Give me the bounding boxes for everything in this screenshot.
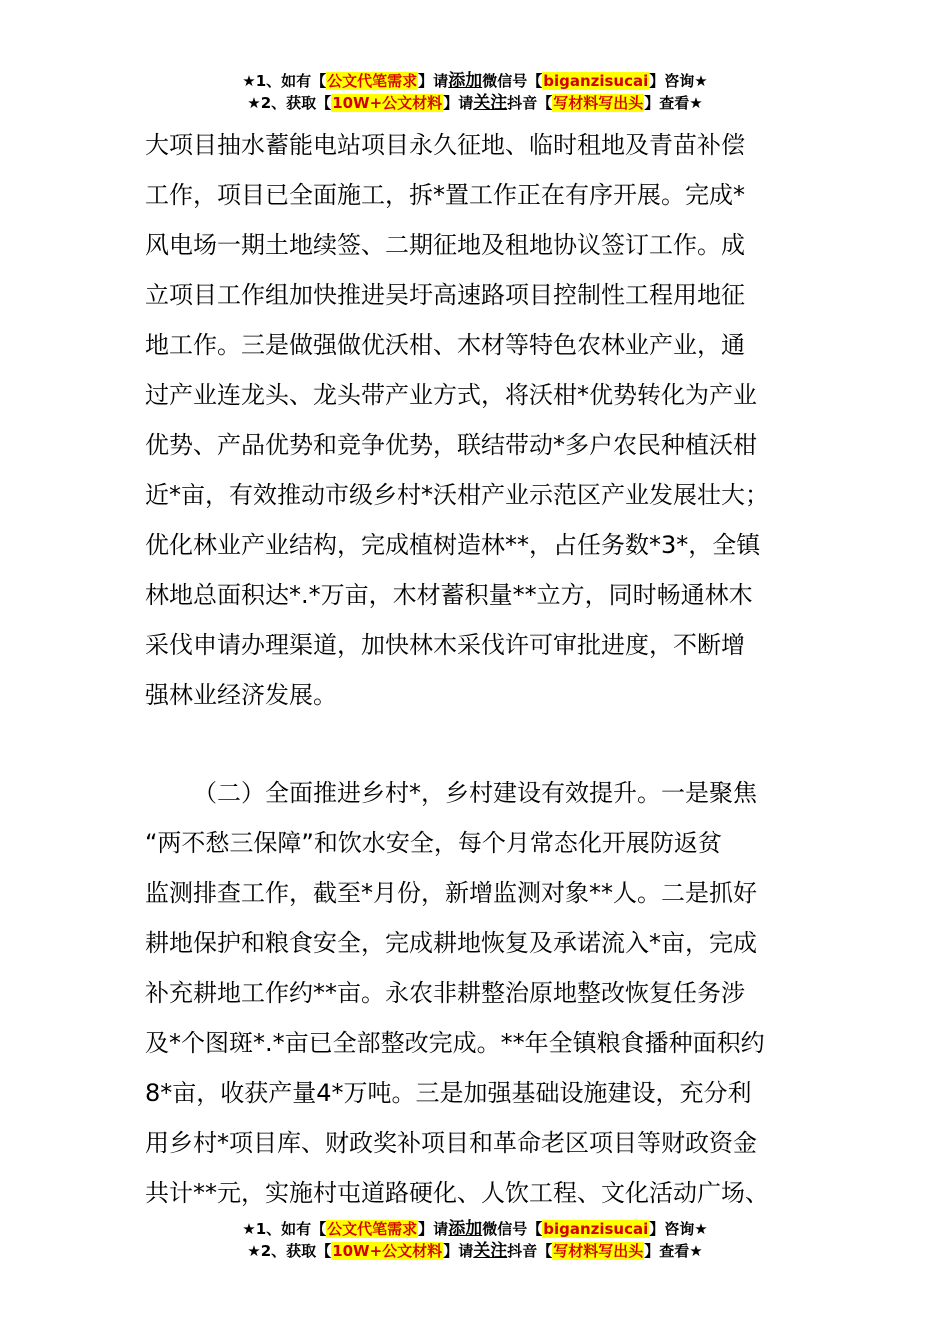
- promo-text: ★1、如有【: [242, 72, 327, 90]
- text-line: 过产业连龙头、龙头带产业方式，将沃柑*优势转化为产业: [145, 381, 757, 409]
- promo-text: ★2、获取【: [247, 94, 332, 112]
- promo-highlight: 10W+公文材料: [332, 1242, 443, 1260]
- text-line: 林地总面积达*.*万亩，木材蓄积量**立方，同时畅通林木: [145, 581, 753, 609]
- text-line: 优化林业产业结构，完成植树造林**，占任务数*3*，全镇: [145, 531, 761, 559]
- body-paragraph-1: [145, 120, 835, 720]
- text-line: 及*个图斑*.*亩已全部整改完成。**年全镇粮食播种面积约: [145, 1029, 765, 1057]
- body-paragraph-2: [145, 768, 835, 1218]
- promo-highlight: 10W+公文材料: [332, 94, 443, 112]
- text-line: 共计**元，实施村屯道路硬化、人饮工程、文化活动广场、: [145, 1179, 769, 1207]
- promo-text: 微信号【: [482, 72, 543, 90]
- text-line: 风电场一期土地续签、二期征地及租地协议签订工作。成: [145, 231, 745, 259]
- promo-line-1: [0, 70, 950, 92]
- promo-banner-top: [0, 70, 950, 114]
- promo-text: 抖音【: [507, 94, 553, 112]
- promo-text: 】咨询★: [649, 72, 708, 90]
- text-line: 补充耕地工作约**亩。永农非耕整治原地整改恢复任务涉: [145, 979, 745, 1007]
- promo-emphasis: 关注: [473, 1241, 508, 1261]
- text-line: 采伐申请办理渠道，加快林木采伐许可审批进度，不断增: [145, 631, 745, 659]
- promo-text: 】请: [443, 1242, 474, 1260]
- promo-text: ★1、如有【: [242, 1220, 327, 1238]
- text-line: 立项目工作组加快推进吴圩高速路项目控制性工程用地征: [145, 281, 745, 309]
- text-line: 近*亩，有效推动市级乡村*沃柑产业示范区产业发展壮大；: [145, 481, 769, 509]
- text-line: 用乡村*项目库、财政奖补项目和革命老区项目等财政资金: [145, 1129, 757, 1157]
- promo-highlight: 公文代笔需求: [327, 72, 418, 90]
- promo-text: 】咨询★: [649, 1220, 708, 1238]
- promo-text: 】查看★: [644, 94, 703, 112]
- promo-text: 】查看★: [644, 1242, 703, 1260]
- text-line: “两不愁三保障”和饮水安全，每个月常态化开展防返贫: [145, 829, 722, 857]
- text-line: 地工作。三是做强做优沃柑、木材等特色农林业产业，通: [145, 331, 745, 359]
- promo-text: 抖音【: [507, 1242, 553, 1260]
- promo-highlight: biganzisucai: [543, 72, 649, 90]
- text-line: 监测排查工作，截至*月份，新增监测对象**人。二是抓好: [145, 879, 757, 907]
- promo-line-1: [0, 1218, 950, 1240]
- promo-line-2: [0, 92, 950, 114]
- promo-highlight: biganzisucai: [543, 1220, 649, 1238]
- text-line: 8*亩，收获产量4*万吨。三是加强基础设施建设，充分利: [145, 1079, 752, 1107]
- promo-emphasis: 关注: [473, 93, 508, 113]
- text-line: 优势、产品优势和竞争优势，联结带动*多户农民种植沃柑: [145, 431, 757, 459]
- promo-highlight: 公文代笔需求: [327, 1220, 418, 1238]
- promo-banner-bottom: [0, 1218, 950, 1262]
- promo-text: ★2、获取【: [247, 1242, 332, 1260]
- section-heading-line: （二）全面推进乡村*，乡村建设有效提升。一是聚焦: [193, 779, 757, 807]
- promo-emphasis: 添加: [448, 1219, 483, 1239]
- text-line: 强林业经济发展。: [145, 681, 337, 709]
- promo-line-2: [0, 1240, 950, 1262]
- text-line: 耕地保护和粮食安全，完成耕地恢复及承诺流入*亩，完成: [145, 929, 757, 957]
- text-line: 大项目抽水蓄能电站项目永久征地、临时租地及青苗补偿: [145, 131, 745, 159]
- promo-text: 】请: [418, 72, 449, 90]
- promo-text: 】请: [443, 94, 474, 112]
- promo-emphasis: 添加: [448, 71, 483, 91]
- promo-text: 微信号【: [482, 1220, 543, 1238]
- text-line: 工作，项目已全面施工，拆*置工作正在有序开展。完成*: [145, 181, 745, 209]
- promo-text: 】请: [418, 1220, 449, 1238]
- promo-highlight: 写材料写出头: [553, 94, 644, 112]
- promo-highlight: 写材料写出头: [553, 1242, 644, 1260]
